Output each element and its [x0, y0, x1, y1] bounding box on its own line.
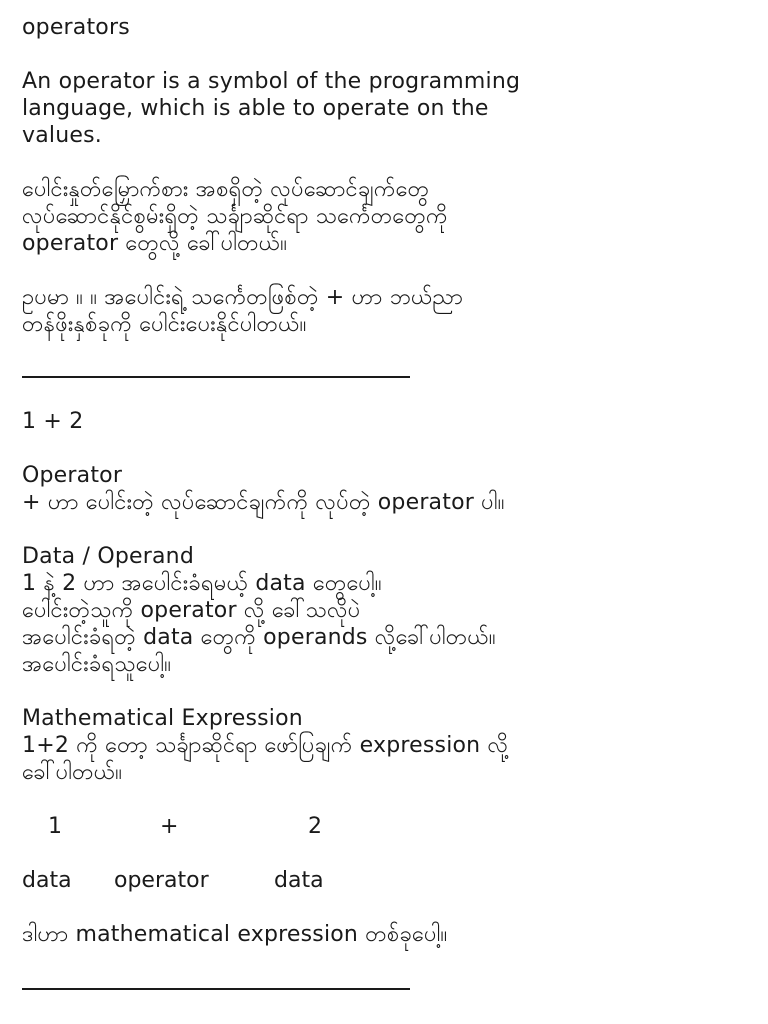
example-line: တန်ဖိုးနှစ်ခုကို ပေါင်းပေးနိုင်ပါတယ်။ — [22, 312, 307, 337]
operand-section — [22, 543, 746, 678]
expression: 1 + 2 — [22, 409, 84, 434]
definition-line: An operator is a symbol of the programming — [22, 69, 521, 94]
label-operator: operator — [114, 868, 209, 893]
definition-my-line: လုပ်ဆောင်နိုင်စွမ်းရှိတဲ့ သင်္ချာဆိုင်ရာ သင်္ကေတတွေကို — [22, 204, 448, 229]
token-operand-left: 1 — [48, 814, 62, 839]
label-data-left: data — [22, 868, 72, 893]
section-line: + ဟာ ပေါင်းတဲ့ လုပ်ဆောင်ချက်ကို လုပ်တဲ့ operator ပါ။ — [22, 490, 505, 515]
section-heading: Operator — [22, 463, 123, 488]
math-expression-section — [22, 705, 746, 786]
example-line: ဥပမာ ။ ။ အပေါင်းရဲ့ သင်္ကေတဖြစ်တဲ့ + ဟာ ဘယ်ညာ — [22, 285, 464, 310]
breakdown-tokens — [22, 813, 746, 840]
section-heading: Mathematical Expression — [22, 706, 303, 731]
definition-line: language, which is able to operate on the — [22, 96, 489, 121]
section-heading: Data / Operand — [22, 544, 194, 569]
definition-paragraph — [22, 68, 746, 149]
breakdown-labels — [22, 867, 746, 894]
section-line: 1+2 ကို တော့ သင်္ချာဆိုင်ရာ ဖော်ပြချက် expression လို့ — [22, 733, 509, 758]
section-line: ပေါင်းတဲ့သူကို operator လို့ ခေါ်သလိုပဲ — [22, 598, 361, 623]
divider — [22, 988, 410, 990]
label-data-right: data — [274, 868, 324, 893]
definition-my-line: operator တွေလို့ ခေါ်ပါတယ်။ — [22, 231, 288, 256]
page-title: operators — [22, 15, 130, 40]
token-operator: + — [160, 814, 179, 839]
section-line: 1 နဲ့ 2 ဟာ အပေါင်းခံရမယ့် data တွေပေါ့။ — [22, 571, 382, 596]
section-line: အပေါင်းခံရတဲ့ data တွေကို operands လို့ခေါ်ပါတယ်။ — [22, 625, 496, 650]
definition-line: values. — [22, 123, 102, 148]
section-line: ခေါ်ပါတယ်။ — [22, 760, 123, 785]
example-paragraph — [22, 284, 746, 338]
section-line: အပေါင်းခံရသူပေါ့။ — [22, 652, 172, 677]
operator-section — [22, 462, 746, 516]
token-operand-right: 2 — [308, 814, 322, 839]
definition-myanmar-paragraph — [22, 176, 746, 257]
definition-my-line: ပေါင်းနှုတ်မြှောက်စား အစရှိတဲ့ လုပ်ဆောင်ချက်တွေ — [22, 177, 430, 202]
closing-line: ဒါဟာ mathematical expression တစ်ခုပေါ့။ — [22, 922, 448, 947]
